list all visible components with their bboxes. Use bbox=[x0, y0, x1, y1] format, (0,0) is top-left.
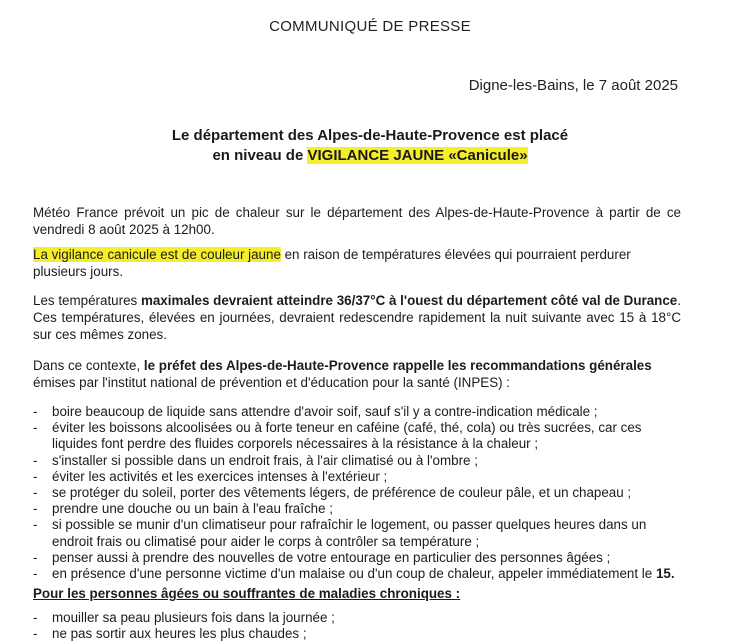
list-item bbox=[33, 501, 681, 517]
title-line-2 bbox=[0, 146, 740, 166]
dash-marker: - bbox=[33, 501, 38, 517]
context-intro: Dans ce contexte, bbox=[33, 358, 144, 373]
temperatures-intro: Les températures bbox=[33, 293, 141, 308]
vigilance-highlight: VIGILANCE JAUNE «Canicule» bbox=[307, 147, 528, 164]
elderly-recommendations-list bbox=[33, 610, 681, 642]
list-item bbox=[33, 404, 681, 420]
vigilance-color-highlight: La vigilance canicule est de couleur jaune bbox=[33, 247, 281, 262]
list-item bbox=[33, 420, 681, 452]
paragraph-forecast: Météo France prévoit un pic de chaleur sur le département des Alpes-de-Haute-Provence à partir de ce vendredi 8 août 2025 à 12h00. bbox=[33, 205, 681, 237]
list-item-text: éviter les boissons alcoolisées ou à forte teneur en caféine (café, thé, cola) ou très sucrées, car ces liquides font perdre des fluides corporels nécessaires à la résistance à la chaleur ; bbox=[52, 420, 642, 452]
list-item bbox=[33, 485, 681, 501]
list-item-text: s'installer si possible dans un endroit frais, à l'air climatisé ou à l'ombre ; bbox=[52, 452, 478, 468]
dash-marker: - bbox=[33, 517, 38, 533]
emergency-number: 15. bbox=[655, 566, 675, 582]
title-line-1: Le département des Alpes-de-Haute-Provence est placé bbox=[171, 127, 569, 144]
context-rest: émises par l'institut national de prévention et d'éducation pour la santé (INPES) : bbox=[33, 375, 511, 390]
dash-marker: - bbox=[33, 566, 38, 582]
title-prefix: en niveau de bbox=[212, 147, 308, 164]
list-item bbox=[33, 610, 681, 626]
dash-marker: - bbox=[33, 468, 38, 484]
list-item-text: en présence d'une personne victime d'un malaise ou d'un coup de chaleur, appeler immédiatement le bbox=[52, 566, 656, 582]
list-item bbox=[33, 566, 681, 582]
dash-marker: - bbox=[33, 626, 38, 642]
paragraph-vigilance-rest: en raison de températures élevées qui pourraient perdurer plusieurs jours. bbox=[33, 247, 631, 279]
list-item-text: se protéger du soleil, porter des vêtements légers, de préférence de couleur pâle, et un chapeau ; bbox=[52, 485, 632, 501]
paragraph-temperatures bbox=[33, 292, 681, 343]
temperatures-rest: . Ces températures, élevées en journées, devraient redescendre rapidement la nuit suivante avec 15 à 18°C sur ces mêmes zones. bbox=[33, 293, 681, 342]
dash-marker: - bbox=[33, 452, 38, 468]
paragraph-vigilance bbox=[33, 246, 681, 280]
list-item-text: éviter les activités et les exercices intenses à l'extérieur ; bbox=[52, 468, 388, 484]
dateline: Digne-les-Bains, le 7 août 2025 bbox=[468, 77, 678, 94]
list-item-text: prendre une douche ou un bain à l'eau fraîche ; bbox=[52, 501, 333, 517]
dash-marker: - bbox=[33, 404, 38, 419]
dash-marker: - bbox=[33, 549, 38, 565]
page-title bbox=[0, 126, 740, 166]
list-item-text: boire beaucoup de liquide sans attendre d'avoir soif, sauf s'il y a contre-indication médicale ; bbox=[52, 404, 598, 419]
dash-marker: - bbox=[33, 610, 38, 625]
list-item bbox=[33, 453, 681, 469]
temperatures-max: maximales devraient atteindre 36/37°C à l'ouest du département côté val de Durance bbox=[140, 293, 678, 308]
list-item bbox=[33, 469, 681, 485]
list-item bbox=[33, 550, 681, 566]
list-item bbox=[33, 626, 681, 642]
dash-marker: - bbox=[33, 420, 38, 436]
list-item-text: si possible se munir d'un climatiseur pour rafraîchir le logement, ou passer quelques heures dans un endroit frais ou climatisé pour aider le corps à contrôler sa température ; bbox=[52, 517, 647, 549]
paragraph-context bbox=[33, 357, 681, 391]
elderly-section-title: Pour les personnes âgées ou souffrantes de maladies chroniques : bbox=[33, 586, 461, 601]
recommendations-list bbox=[33, 404, 681, 582]
list-item-text: penser aussi à prendre des nouvelles de votre entourage en particulier des personnes âgées ; bbox=[52, 549, 611, 565]
list-item-text: ne pas sortir aux heures les plus chaudes ; bbox=[52, 626, 307, 642]
document-header: COMMUNIQUÉ DE PRESSE bbox=[269, 18, 471, 35]
list-item bbox=[33, 517, 681, 549]
list-item-text: mouiller sa peau plusieurs fois dans la journée ; bbox=[52, 610, 335, 625]
prefect-recommendations: le préfet des Alpes-de-Haute-Provence rappelle les recommandations générales bbox=[143, 358, 652, 373]
dash-marker: - bbox=[33, 485, 38, 501]
